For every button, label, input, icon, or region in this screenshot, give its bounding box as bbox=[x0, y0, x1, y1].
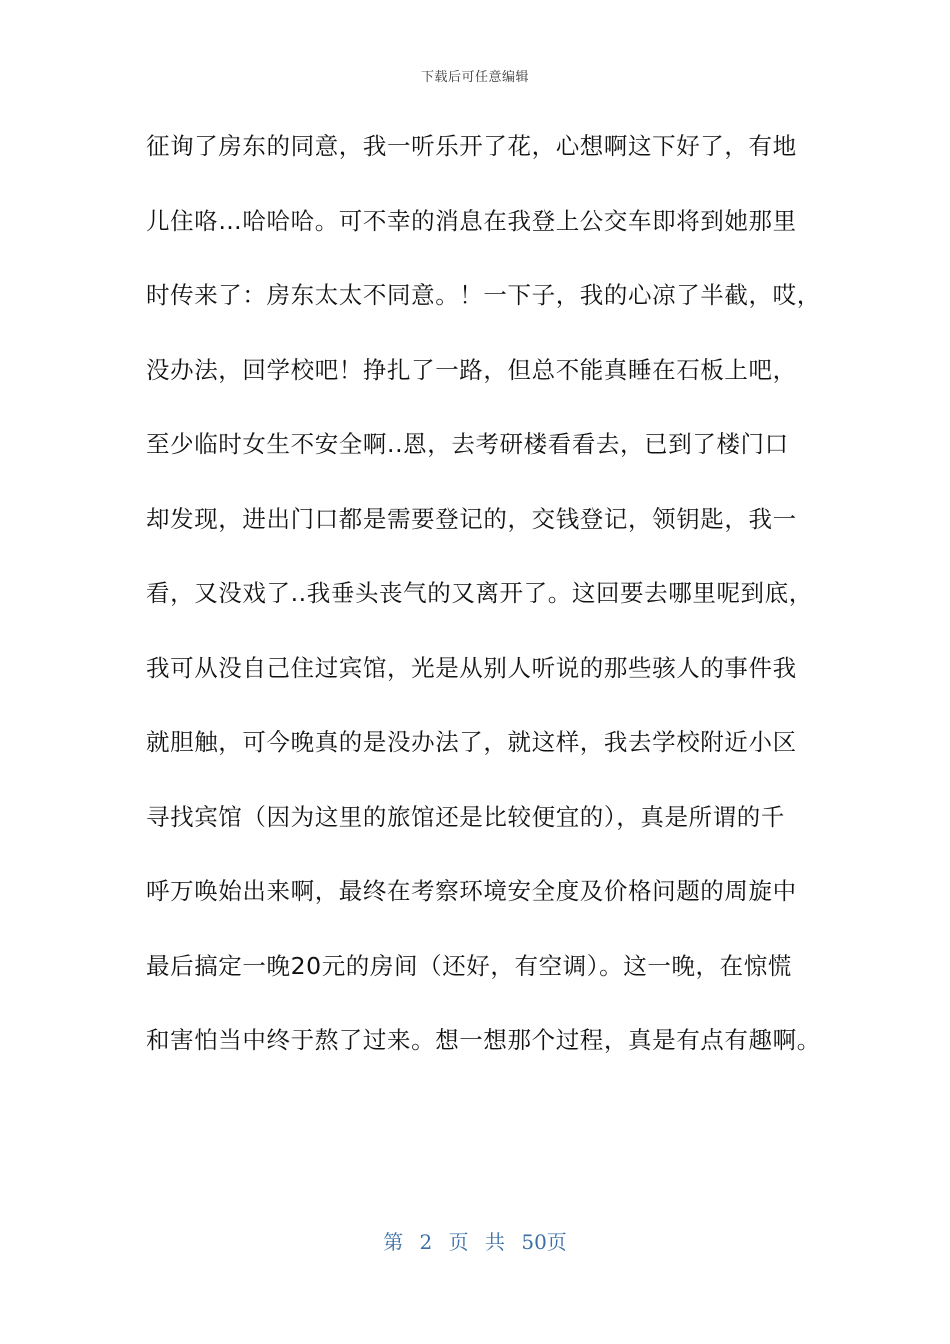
text-line: 时传来了：房东太太不同意。！一下子，我的心凉了半截，哎， bbox=[146, 281, 821, 309]
page-number-footer: 第 2 页 共 50页 bbox=[383, 1230, 567, 1254]
header-note: 下载后可任意编辑 bbox=[420, 70, 529, 85]
text-line: 没办法，回学校吧！挣扎了一路，但总不能真睡在石板上吧， bbox=[146, 355, 797, 384]
document-body bbox=[146, 124, 826, 1093]
text-line: 看，又没戏了..我垂头丧气的又离开了。这回要去哪里呢到底， bbox=[146, 579, 813, 607]
text-line: 却发现，进出门口都是需要登记的，交钱登记，领钥匙，我一 bbox=[146, 504, 797, 533]
text-line: 最后搞定一晚20元的房间（还好，有空调）。这一晚，在惊慌 bbox=[146, 951, 792, 980]
text-line: 寻找宾馆（因为这里的旅馆还是比较便宜的），真是所谓的千 bbox=[146, 802, 785, 831]
text-line: 呼万唤始出来啊，最终在考察环境安全度及价格问题的周旋中 bbox=[146, 877, 797, 905]
text-line: 至少临时女生不安全啊..恩，去考研楼看看去，已到了楼门口 bbox=[146, 430, 789, 458]
text-line: 儿住咯…哈哈哈。可不幸的消息在我登上公交车即将到她那里 bbox=[146, 206, 797, 235]
text-line: 征询了房东的同意，我一听乐开了花，心想啊这下好了，有地 bbox=[146, 132, 797, 160]
text-line: 就胆触，可今晚真的是没办法了，就这样，我去学校附近小区 bbox=[146, 728, 797, 756]
text-line: 和害怕当中终于熬了过来。想一想那个过程，真是有点有趣啊。 bbox=[146, 1026, 821, 1054]
text-line: 我可从没自己住过宾馆，光是从别人听说的那些骇人的事件我 bbox=[146, 653, 797, 682]
